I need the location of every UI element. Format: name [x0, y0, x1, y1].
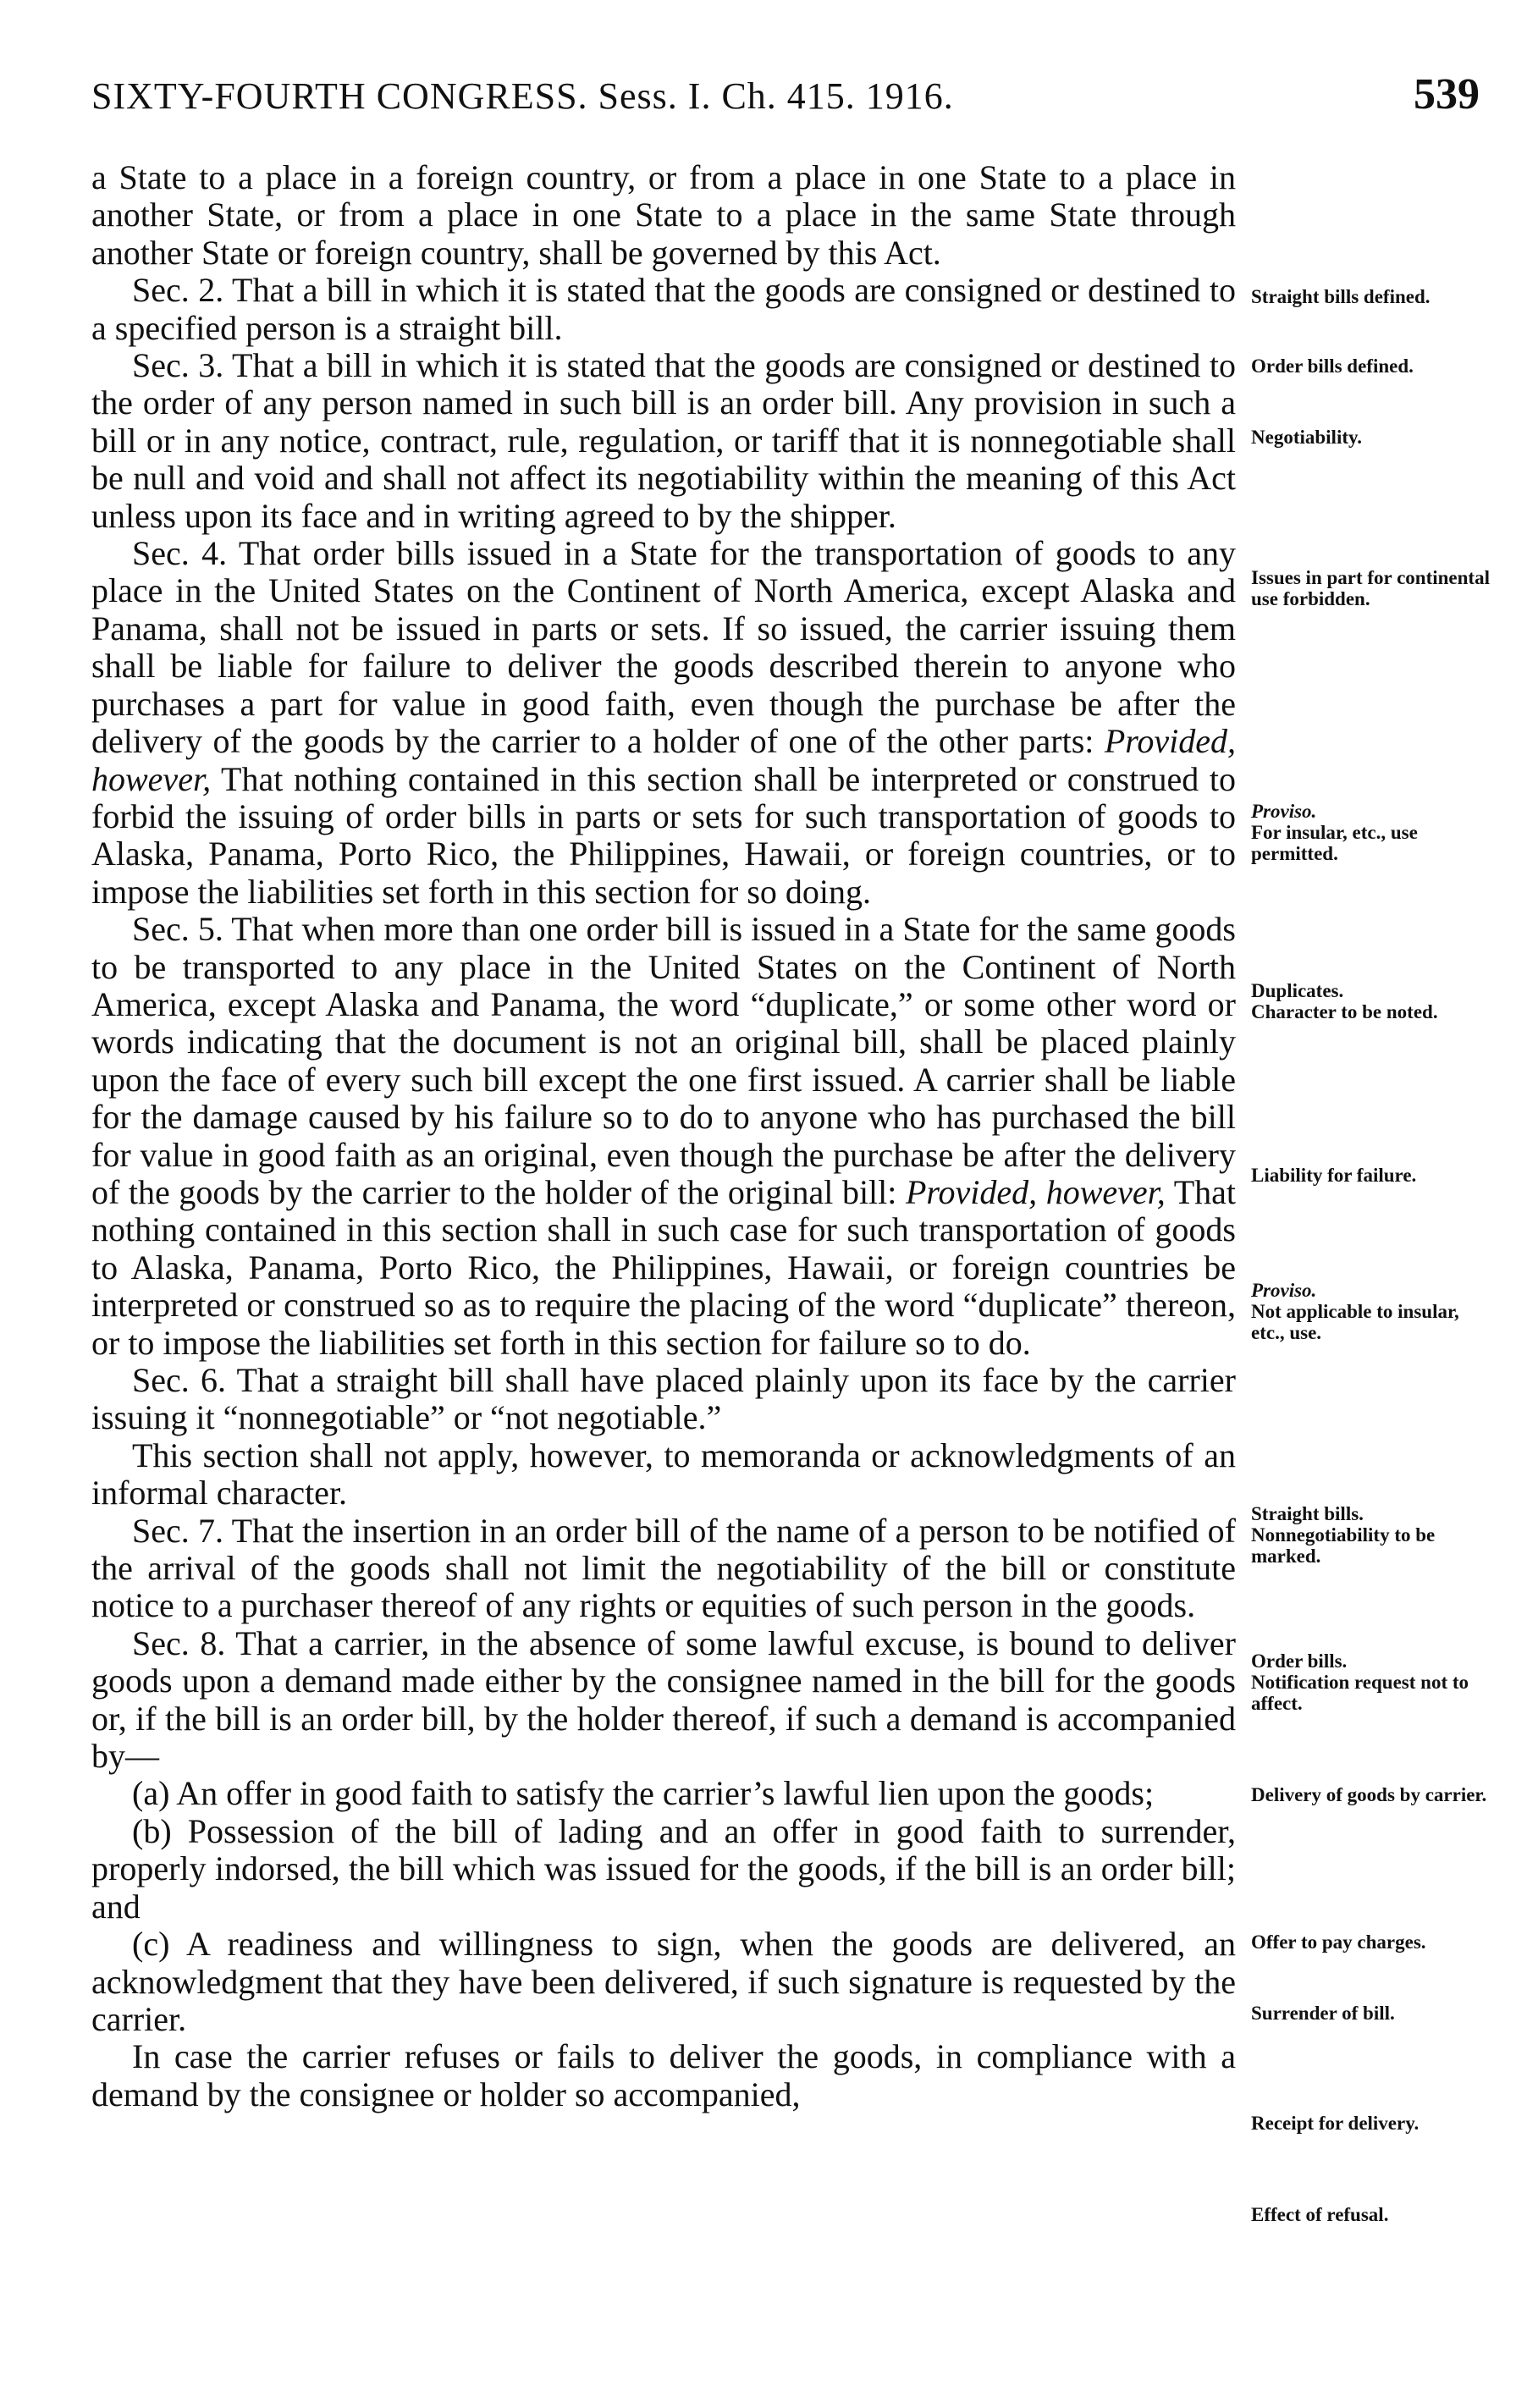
paragraph-continuation: a State to a place in a foreign country, or from a place in one State to a place in another State, or from a place in one State to a place in the same State through another State or foreign country, shall be governed by this Act.: [91, 158, 1236, 272]
note-proviso-2: [1251, 1280, 1497, 1343]
section-6-note: This section shall not apply, however, to memoranda or acknowledgments of an informal character.: [91, 1435, 1236, 1513]
note-issues-in-part: Issues in part for continental use forbidden.: [1251, 567, 1490, 609]
note-proviso-2-text: Not applicable to insular, etc., use.: [1251, 1301, 1459, 1343]
section-6: Sec. 6. That a straight bill shall have placed plainly upon its face by the carrier issuing it “nonnegotiable” or “not negotiable.”: [91, 1361, 1236, 1437]
section-4-proviso: Provided, however,: [91, 722, 1236, 798]
section-5: [91, 911, 1236, 1362]
note-offer: Offer to pay charges.: [1251, 1931, 1426, 1953]
body-text: [91, 159, 1236, 2113]
note-liability: Liability for failure.: [1251, 1165, 1417, 1186]
section-4: [91, 535, 1236, 911]
section-8-a: (a) An offer in good faith to satisfy the carrier’s lawful lien upon the goods;: [132, 1774, 1155, 1813]
section-5-text: Sec. 5. That when more than one order bill is issued in a State for the same goods to be transported to any place in the United States on the Continent of North America, except Alaska and Panama, the word “duplicate,” or some other word or words indicating that the document is not an original bill, shall be placed plainly upon the face of every such bill except the one first issued. A carrier shall be liable for the damage caused by his failure so to do to anyone who has purchased the bill for value in good faith as an original, even though the purchase be after the delivery of the goods by the carrier to the holder of the original bill:: [91, 910, 1236, 1211]
note-surrender: Surrender of bill.: [1251, 2003, 1395, 2024]
note-refusal: Effect of refusal.: [1251, 2204, 1389, 2225]
section-8-b: (b) Possession of the bill of lading and an offer in good faith to surrender, properly indorsed, the bill which was issued for the goods, if the bill is an order bill; and: [91, 1811, 1236, 1926]
note-order-bills-2: [1251, 1650, 1497, 1714]
note-proviso-1-caption: Proviso.: [1251, 801, 1317, 822]
note-straight-bills-2-text: Nonnegotiability to be marked.: [1251, 1524, 1436, 1567]
note-proviso-1-text: For insular, etc., use permitted.: [1251, 822, 1418, 864]
note-straight-bills-2: [1251, 1503, 1497, 1567]
section-8-c: (c) A readiness and willingness to sign, when the goods are delivered, an acknowledgment that they have been delivered, if such signature is requested by the carrier.: [91, 1925, 1236, 2038]
note-order-bills-2-text: Notification request not to affect.: [1251, 1672, 1469, 1714]
note-delivery: Delivery of goods by carrier.: [1251, 1784, 1487, 1805]
note-order-bills: Order bills defined.: [1251, 355, 1414, 377]
note-order-bills-2-caption: Order bills.: [1251, 1650, 1348, 1672]
section-7: Sec. 7. That the insertion in an order bill of the name of a person to be notified of the arrival of the goods shall not limit the negotiability of the bill or constitute notice to a purchaser thereof of any rights or equities of such person in the goods.: [91, 1511, 1236, 1625]
page-number: 539: [1414, 70, 1480, 118]
section-4-text-after: That nothing contained in this section shall be interpreted or construed to forbid the issuing of order bills in parts or sets for such transportation of goods to Alaska, Panama, Porto Rico, the Philippines, Hawaii, or foreign countries, or to impose the liabilities set forth in this section for so doing.: [91, 759, 1236, 911]
note-straight-bills-2-caption: Straight bills.: [1251, 1503, 1364, 1524]
section-4-text: Sec. 4. That order bills issued in a State for the transportation of goods to any place in the United States on the Continent of North America, except Alaska and Panama, shall not be issued in parts or sets. If so issued, the carrier issuing them shall be liable for failure to deliver the goods described therein to anyone who purchases a part for value in good faith, even though the purchase be after the delivery of the goods by the carrier to a holder of one of the other parts:: [91, 534, 1236, 761]
note-proviso-1: [1251, 801, 1497, 864]
section-2: Sec. 2. That a bill in which it is stated that the goods are consigned or destined to a specified person is a straight bill.: [91, 271, 1236, 347]
section-8-refusal: In case the carrier refuses or fails to deliver the goods, in compliance with a demand by the consignee or holder so accompanied,: [91, 2037, 1236, 2113]
section-5-text-after: That nothing contained in this section shall in such case for such transportation of goods to Alaska, Panama, Porto Rico, the Philippines, Hawaii, or foreign countries be interpreted or construed so as to require the placing of the word “duplicate” thereon, or to impose the liabilities set forth in this section for failure so to do.: [91, 1172, 1236, 1362]
note-proviso-2-caption: Proviso.: [1251, 1280, 1317, 1301]
note-straight-bills: Straight bills defined.: [1251, 286, 1431, 307]
section-8: Sec. 8. That a carrier, in the absence of some lawful excuse, is bound to deliver goods upon a demand made either by the consignee named in the bill for the goods or, if the bill is an order bill, by the holder thereof, if such a demand is accompanied by—: [91, 1623, 1236, 1776]
note-receipt: Receipt for delivery.: [1251, 2113, 1420, 2134]
section-5-proviso: Provided, however,: [906, 1172, 1166, 1211]
note-duplicates-caption: Duplicates.: [1251, 980, 1344, 1001]
running-head: SIXTY-FOURTH CONGRESS. Sess. I. Ch. 415. 1916.: [91, 75, 954, 117]
note-negotiability: Negotiability.: [1251, 427, 1362, 448]
section-3: Sec. 3. That a bill in which it is stated that the goods are consigned or destined to the order of any person named in such bill is an order bill. Any provision in such a bill or in any notice, contract, rule, regulation, or tariff that it is nonnegotiable shall be null and void and shall not affect its negotiability within the meaning of this Act unless upon its face and in writing agreed to by the shipper.: [91, 346, 1236, 535]
note-duplicates-text: Character to be noted.: [1251, 1001, 1438, 1022]
margin-notes: [1251, 0, 1497, 2408]
note-duplicates: [1251, 980, 1497, 1022]
